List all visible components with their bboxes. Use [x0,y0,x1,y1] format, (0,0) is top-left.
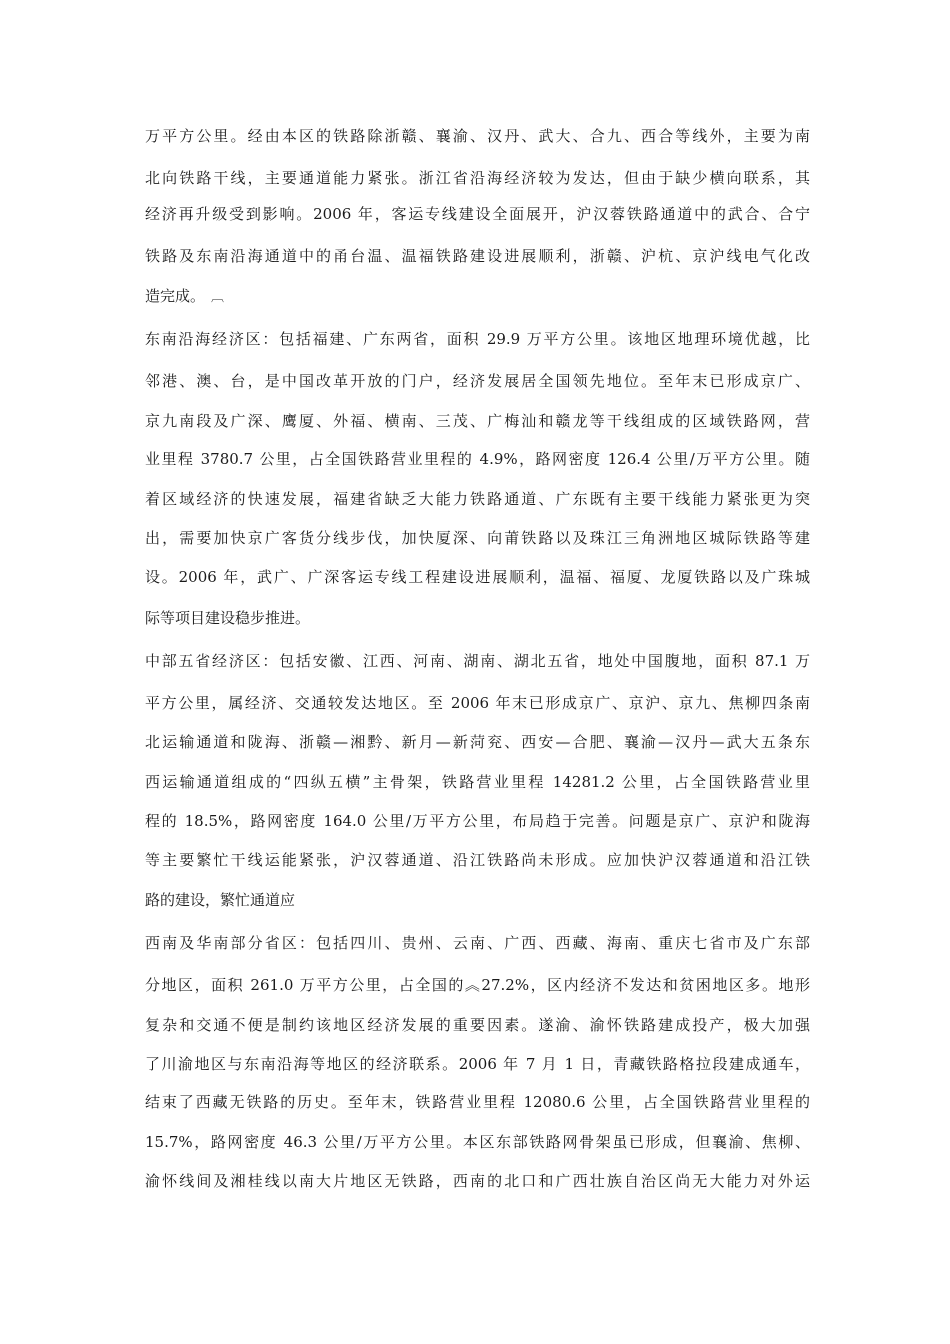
text-line: 邻港、澳、台，是中国改革开放的门户，经济发展居全国领先地位。至年末已形成京广、 [145,372,810,390]
text-line: 渝怀线间及湘桂线以南大片地区无铁路，西南的北口和广西壮族自治区尚无大能力对外运 [145,1172,810,1190]
text-line: 15.7%，路网密度 46.3 公里/万平方公里。本区东部铁路网骨架虽已形成，但襄渝、焦柳、 [145,1133,810,1151]
text-line: 东南沿海经济区：包括福建、广东两省，面积 29.9 万平方公里。该地区地理环境优越，比 [145,330,810,348]
text-line: 平方公里，属经济、交通较发达地区。至 2006 年末已形成京广、京沪、京九、焦柳四条南 [145,694,810,712]
text-line: 着区域经济的快速发展，福建省缺乏大能力铁路通道、广东既有主要干线能力紧张更为突 [145,490,810,508]
text-line: 经济再升级受到影响。2006 年，客运专线建设全面展开，沪汉蓉铁路通道中的武合、合宁 [145,205,810,223]
text-line: 程的 18.5%，路网密度 164.0 公里/万平方公里，布局趋于完善。问题是京广、京沪和陇海 [145,812,810,830]
text-line: 复杂和交通不便是制约该地区经济发展的重要因素。遂渝、渝怀铁路建成投产，极大加强 [145,1016,810,1034]
text-line: 北运输通道和陇海、浙赣—湘黔、新月—新菏兖、西安—合肥、襄渝—汉丹—武大五条东 [145,733,810,751]
editor-mark-icon: ︹ [211,290,225,305]
text-line: 西南及华南部分省区：包括四川、贵州、云南、广西、西藏、海南、重庆七省市及广东部 [145,934,810,952]
text-line: 分地区，面积 261.0 万平方公里，占全国的︽27.2%，区内经济不发达和贫困地区多。地形 [145,976,810,994]
text-line-content: 造完成。 [145,287,206,305]
text-line: 设。2006 年，武广、广深客运专线工程建设进展顺利，温福、福厦、龙厦铁路以及广珠城 [145,568,810,586]
text-line: 出，需要加快京广客货分线步伐，加快厦深、向莆铁路以及珠江三角洲地区城际铁路等建 [145,529,810,547]
text-line: 万平方公里。经由本区的铁路除浙赣、襄渝、汉丹、武大、合九、西合等线外，主要为南 [145,127,810,145]
text-line: 京九南段及广深、鹰厦、外福、横南、三茂、广梅汕和赣龙等干线组成的区域铁路网，营 [145,412,810,430]
text-line: 等主要繁忙干线运能紧张，沪汉蓉通道、沿江铁路尚未形成。应加快沪汉蓉通道和沿江铁 [145,851,810,869]
text-line: 中部五省经济区：包括安徽、江西、河南、湖南、湖北五省，地处中国腹地，面积 87.1 万 [145,652,810,670]
text-line: 了川渝地区与东南沿海等地区的经济联系。2006 年 7 月 1 日，青藏铁路格拉段建成通车， [145,1055,810,1073]
text-line: 西运输通道组成的“四纵五横”主骨架，铁路营业里程 14281.2 公里，占全国铁路营业里 [145,773,810,791]
text-line: 路的建设，繁忙通道应 [145,891,296,909]
text-line: 际等项目建设稳步推进。 [145,609,311,627]
text-line: 铁路及东南沿海通道中的甬台温、温福铁路建设进展顺利，浙赣、沪杭、京沪线电气化改 [145,247,810,265]
text-line: 结束了西藏无铁路的历史。至年末，铁路营业里程 12080.6 公里，占全国铁路营业里程的 [145,1093,810,1111]
text-line: 北向铁路干线，主要通道能力紧张。浙江省沿海经济较为发达，但由于缺少横向联系，其 [145,169,810,187]
text-line: 业里程 3780.7 公里，占全国铁路营业里程的 4.9%，路网密度 126.4 公里/万平方公里。随 [145,450,810,468]
text-line [145,282,810,310]
